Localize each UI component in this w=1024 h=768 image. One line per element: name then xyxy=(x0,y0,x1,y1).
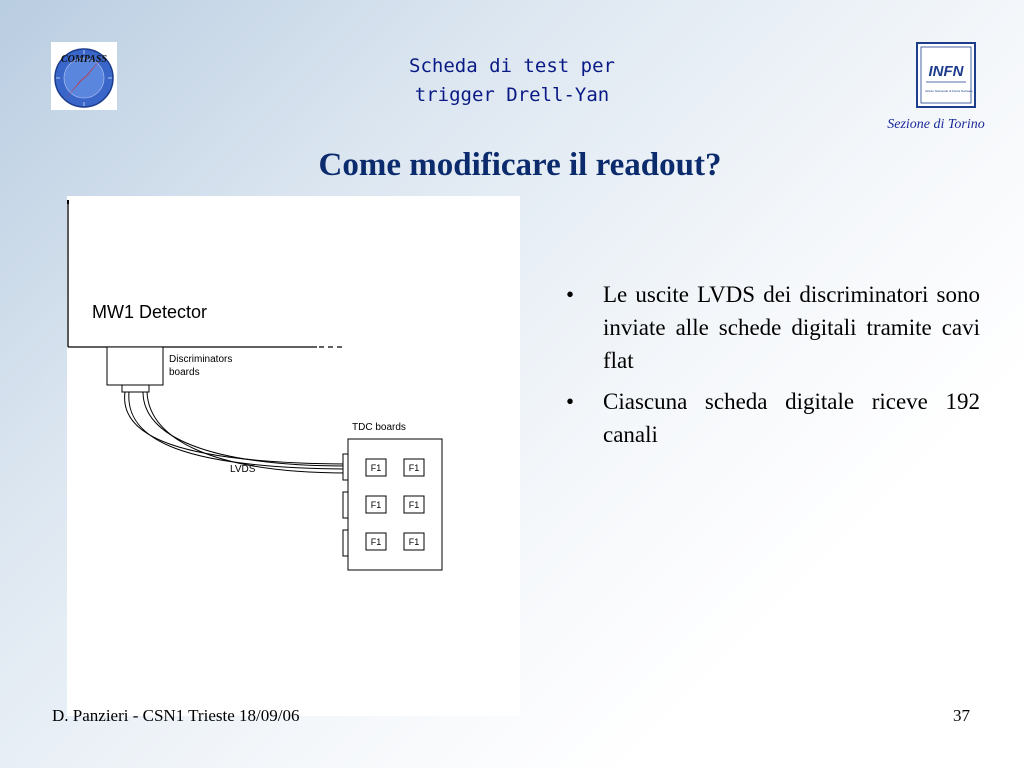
footer-author: D. Panzieri - CSN1 Trieste 18/09/06 xyxy=(52,706,300,725)
bullet-text: Ciascuna scheda digitale riceve 192 canali xyxy=(603,389,980,447)
infn-logo xyxy=(916,42,976,108)
sezione-label: Sezione di Torino xyxy=(887,117,985,132)
header-title-line1: Scheda di test per xyxy=(409,55,615,77)
lvds-label: LVDS xyxy=(230,464,256,475)
page-number: 37 xyxy=(953,706,970,725)
tdc-connectors xyxy=(343,454,348,556)
f1-chip-label: F1 xyxy=(370,463,382,473)
discriminator-connector xyxy=(122,385,149,392)
tdc-boards-label: TDC boards xyxy=(352,422,406,433)
compass-logo-text: COMPASS xyxy=(61,54,107,65)
discriminators-label-line1: Discriminators xyxy=(169,354,233,365)
f1-chip-label: F1 xyxy=(408,500,420,510)
infn-logo-subtext: Istituto Nazionale di Fisica Nucleare xyxy=(925,89,973,93)
bullet-text: Le uscite LVDS dei discriminatori sono inviate alle schede digitali tramite cavi flat xyxy=(603,282,980,373)
compass-logo xyxy=(51,42,117,110)
detector-label: MW1 Detector xyxy=(92,302,208,322)
f1-chip-label: F1 xyxy=(408,463,420,473)
bullet-list xyxy=(566,278,980,459)
header-title-line2: trigger Drell-Yan xyxy=(414,84,610,106)
bullet-glyph: • xyxy=(566,389,575,414)
f1-chip-label: F1 xyxy=(408,537,420,547)
infn-logo-text: INFN xyxy=(928,63,964,80)
discriminator-board xyxy=(107,347,163,385)
tdc-crate xyxy=(348,439,442,570)
slide-title: Come modificare il readout? xyxy=(318,147,722,183)
bullet-glyph: • xyxy=(566,282,575,307)
f1-chip-label: F1 xyxy=(370,537,382,547)
f1-chip-label: F1 xyxy=(370,500,382,510)
bullet-item xyxy=(566,385,980,451)
diagram-background xyxy=(67,196,520,716)
header-title xyxy=(362,52,662,110)
readout-diagram xyxy=(67,196,520,716)
discriminators-label-line2: boards xyxy=(169,367,200,378)
bullet-item xyxy=(566,278,980,377)
